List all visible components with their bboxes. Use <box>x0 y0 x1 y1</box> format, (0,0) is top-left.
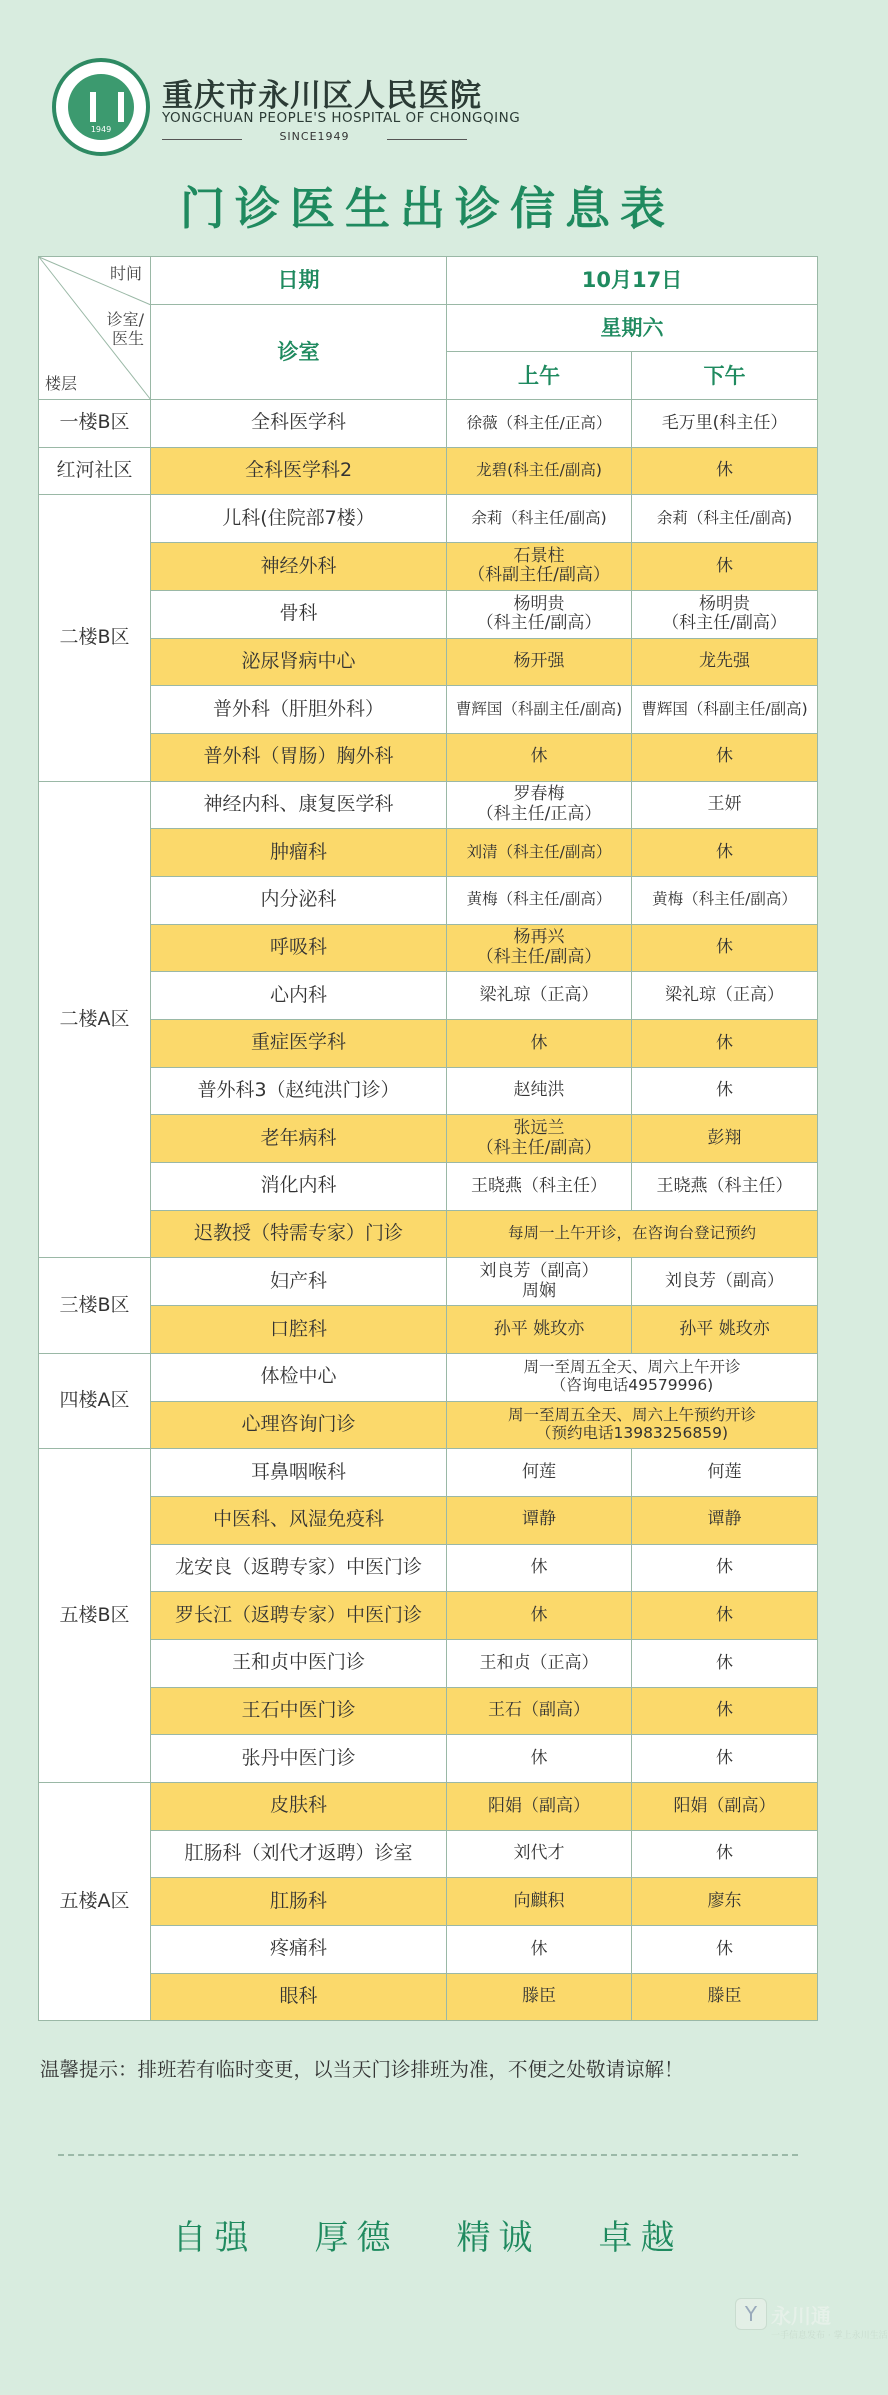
afternoon-label: 下午 <box>632 352 818 400</box>
afternoon-doctor-cell: 何莲 <box>632 1449 818 1497</box>
dept-cell: 重症医学科 <box>151 1020 447 1068</box>
afternoon-doctor-cell: 王晓燕（科主任） <box>632 1163 818 1211</box>
dept-cell: 全科医学科 <box>151 400 447 448</box>
table-row <box>39 1115 818 1163</box>
table-row <box>39 1163 818 1211</box>
dept-cell: 泌尿肾病中心 <box>151 638 447 686</box>
morning-doctor-cell: 谭静 <box>447 1496 632 1544</box>
morning-doctor-cell: 杨再兴 （科主任/副高） <box>447 924 632 972</box>
afternoon-doctor-cell: 王妍 <box>632 781 818 829</box>
dept-cell: 中医科、风湿免疫科 <box>151 1496 447 1544</box>
afternoon-doctor-cell: 休 <box>632 1020 818 1068</box>
schedule-note-cell: 周一至周五全天、周六上午开诊 （咨询电话49579996) <box>447 1353 818 1401</box>
morning-doctor-cell: 赵纯洪 <box>447 1067 632 1115</box>
header <box>0 0 855 180</box>
table-row <box>39 1210 818 1258</box>
dept-cell: 肛肠科 <box>151 1878 447 1926</box>
hospital-logo <box>52 58 150 156</box>
afternoon-doctor-cell: 杨明贵 （科主任/副高） <box>632 590 818 638</box>
hospital-name-en: YONGCHUAN PEOPLE'S HOSPITAL OF CHONGQING <box>162 110 521 126</box>
corner-time-label: 时间 <box>109 264 142 283</box>
dept-cell: 心理咨询门诊 <box>151 1401 447 1449</box>
afternoon-doctor-cell: 休 <box>632 1830 818 1878</box>
table-row <box>39 1401 818 1449</box>
motto <box>0 2210 855 2259</box>
table-row <box>39 1258 818 1306</box>
dept-cell: 皮肤科 <box>151 1783 447 1831</box>
morning-doctor-cell: 休 <box>447 1020 632 1068</box>
afternoon-doctor-cell: 休 <box>632 447 818 495</box>
afternoon-doctor-cell: 梁礼琼（正高） <box>632 972 818 1020</box>
afternoon-doctor-cell: 休 <box>632 829 818 877</box>
watermark-sub: 一手信息发布 · 掌上永川生活 <box>771 2331 888 2341</box>
dept-cell: 普外科（胃肠）胸外科 <box>151 733 447 781</box>
watermark-icon: Y <box>735 2298 767 2330</box>
motto-word: 自强 <box>172 2218 257 2258</box>
table-row <box>39 972 818 1020</box>
dept-cell: 妇产科 <box>151 1258 447 1306</box>
table-row <box>39 495 818 543</box>
dept-cell: 内分泌科 <box>151 876 447 924</box>
morning-doctor-cell: 曹辉国（科副主任/副高) <box>447 686 632 734</box>
dept-cell: 心内科 <box>151 972 447 1020</box>
afternoon-doctor-cell: 休 <box>632 924 818 972</box>
morning-doctor-cell: 向麒积 <box>447 1878 632 1926</box>
floor-cell: 四楼A区 <box>39 1353 151 1448</box>
afternoon-doctor-cell: 孙平 姚玫亦 <box>632 1306 818 1354</box>
corner-room-label: 诊室/ 医生 <box>106 310 144 349</box>
table-row <box>39 924 818 972</box>
floor-cell: 二楼B区 <box>39 495 151 781</box>
motto-word: 卓越 <box>598 2218 683 2258</box>
floor-cell: 二楼A区 <box>39 781 151 1258</box>
table-row <box>39 1830 818 1878</box>
morning-doctor-cell: 阳娟（副高） <box>447 1783 632 1831</box>
dept-cell: 普外科（肝胆外科） <box>151 686 447 734</box>
morning-doctor-cell: 休 <box>447 1735 632 1783</box>
afternoon-doctor-cell: 休 <box>632 1735 818 1783</box>
afternoon-doctor-cell: 曹辉国（科副主任/副高) <box>632 686 818 734</box>
dept-cell: 消化内科 <box>151 1163 447 1211</box>
corner-floor-label: 楼层 <box>45 373 78 393</box>
dept-cell: 体检中心 <box>151 1353 447 1401</box>
table-row <box>39 1020 818 1068</box>
afternoon-doctor-cell: 滕臣 <box>632 1973 818 2021</box>
logo-year: 1949 <box>90 125 112 134</box>
table-row <box>39 781 818 829</box>
dashed-divider <box>58 2154 798 2156</box>
dept-cell: 肿瘤科 <box>151 829 447 877</box>
dept-cell: 全科医学科2 <box>151 447 447 495</box>
dept-cell: 肛肠科（刘代才返聘）诊室 <box>151 1830 447 1878</box>
floor-cell: 三楼B区 <box>39 1258 151 1353</box>
dept-cell: 眼科 <box>151 1973 447 2021</box>
weekday-label: 星期六 <box>447 304 818 352</box>
morning-doctor-cell: 张远兰 （科主任/副高） <box>447 1115 632 1163</box>
table-row <box>39 447 818 495</box>
table-row <box>39 1687 818 1735</box>
table-row <box>39 1973 818 2021</box>
dept-cell: 耳鼻咽喉科 <box>151 1449 447 1497</box>
morning-doctor-cell: 王晓燕（科主任） <box>447 1163 632 1211</box>
afternoon-doctor-cell: 彭翔 <box>632 1115 818 1163</box>
table-row <box>39 1878 818 1926</box>
dept-cell: 龙安良（返聘专家）中医门诊 <box>151 1544 447 1592</box>
table-corner <box>39 257 151 400</box>
morning-label: 上午 <box>447 352 632 400</box>
table-row <box>39 1496 818 1544</box>
motto-word: 精诚 <box>456 2218 541 2258</box>
afternoon-doctor-cell: 刘良芳（副高） <box>632 1258 818 1306</box>
morning-doctor-cell: 龙碧(科主任/副高) <box>447 447 632 495</box>
schedule-table <box>38 256 818 2021</box>
morning-doctor-cell: 休 <box>447 733 632 781</box>
dept-cell: 骨科 <box>151 590 447 638</box>
afternoon-doctor-cell: 龙先强 <box>632 638 818 686</box>
morning-doctor-cell: 石景柱 （科副主任/副高） <box>447 543 632 591</box>
morning-doctor-cell: 滕臣 <box>447 1973 632 2021</box>
morning-doctor-cell: 休 <box>447 1544 632 1592</box>
floor-cell: 红河社区 <box>39 447 151 495</box>
afternoon-doctor-cell: 毛万里(科主任） <box>632 400 818 448</box>
dept-cell: 呼吸科 <box>151 924 447 972</box>
floor-cell: 一楼B区 <box>39 400 151 448</box>
table-row <box>39 829 818 877</box>
schedule-note-cell: 每周一上午开诊，在咨询台登记预约 <box>447 1210 818 1258</box>
table-row <box>39 1067 818 1115</box>
table-row <box>39 1449 818 1497</box>
dept-cell: 神经内科、康复医学科 <box>151 781 447 829</box>
dept-cell: 儿科(住院部7楼） <box>151 495 447 543</box>
schedule-note-cell: 周一至周五全天、周六上午预约开诊 （预约电话13983256859) <box>447 1401 818 1449</box>
table-row <box>39 543 818 591</box>
morning-doctor-cell: 余莉（科主任/副高) <box>447 495 632 543</box>
dept-cell: 张丹中医门诊 <box>151 1735 447 1783</box>
dept-cell: 口腔科 <box>151 1306 447 1354</box>
afternoon-doctor-cell: 阳娟（副高） <box>632 1783 818 1831</box>
dept-cell: 普外科3（赵纯洪门诊） <box>151 1067 447 1115</box>
table-row <box>39 1735 818 1783</box>
notice-tip: 温馨提示：排班若有临时变更，以当天门诊排班为准，不便之处敬请谅解！ <box>40 2058 684 2081</box>
morning-doctor-cell: 休 <box>447 1592 632 1640</box>
afternoon-doctor-cell: 谭静 <box>632 1496 818 1544</box>
table-row <box>39 1926 818 1974</box>
table-row <box>39 733 818 781</box>
since-text: SINCE1949 <box>279 130 350 143</box>
afternoon-doctor-cell: 休 <box>632 1926 818 1974</box>
dept-cell: 王和贞中医门诊 <box>151 1639 447 1687</box>
afternoon-doctor-cell: 休 <box>632 1592 818 1640</box>
morning-doctor-cell: 孙平 姚玫亦 <box>447 1306 632 1354</box>
morning-doctor-cell: 刘清（科主任/副高） <box>447 829 632 877</box>
morning-doctor-cell: 梁礼琼（正高） <box>447 972 632 1020</box>
afternoon-doctor-cell: 黄梅（科主任/副高） <box>632 876 818 924</box>
morning-doctor-cell: 休 <box>447 1926 632 1974</box>
afternoon-doctor-cell: 休 <box>632 733 818 781</box>
morning-doctor-cell: 罗春梅 （科主任/正高） <box>447 781 632 829</box>
date-value: 10月17日 <box>447 257 818 305</box>
morning-doctor-cell: 刘良芳（副高） 周娴 <box>447 1258 632 1306</box>
since-line <box>162 130 467 150</box>
table-row <box>39 686 818 734</box>
table-row <box>39 1783 818 1831</box>
table-row <box>39 1353 818 1401</box>
afternoon-doctor-cell: 余莉（科主任/副高) <box>632 495 818 543</box>
dept-cell: 迟教授（特需专家）门诊 <box>151 1210 447 1258</box>
table-row <box>39 1544 818 1592</box>
morning-doctor-cell: 王石（副高） <box>447 1687 632 1735</box>
table-row <box>39 876 818 924</box>
dept-cell: 罗长江（返聘专家）中医门诊 <box>151 1592 447 1640</box>
table-row <box>39 590 818 638</box>
afternoon-doctor-cell: 廖东 <box>632 1878 818 1926</box>
morning-doctor-cell: 杨明贵 （科主任/副高） <box>447 590 632 638</box>
morning-doctor-cell: 徐薇（科主任/正高） <box>447 400 632 448</box>
morning-doctor-cell: 何莲 <box>447 1449 632 1497</box>
afternoon-doctor-cell: 休 <box>632 1639 818 1687</box>
morning-doctor-cell: 王和贞（正高） <box>447 1639 632 1687</box>
page-title: 门诊医生出诊信息表 <box>179 182 675 235</box>
watermark-text: 永川通 <box>771 2304 831 2328</box>
afternoon-doctor-cell: 休 <box>632 1544 818 1592</box>
dept-cell: 神经外科 <box>151 543 447 591</box>
afternoon-doctor-cell: 休 <box>632 1687 818 1735</box>
dept-cell: 老年病科 <box>151 1115 447 1163</box>
afternoon-doctor-cell: 休 <box>632 543 818 591</box>
table-row <box>39 638 818 686</box>
watermark <box>735 2298 888 2348</box>
morning-doctor-cell: 黄梅（科主任/副高） <box>447 876 632 924</box>
floor-cell: 五楼A区 <box>39 1783 151 2021</box>
dept-cell: 王石中医门诊 <box>151 1687 447 1735</box>
room-label: 诊室 <box>151 304 447 399</box>
morning-doctor-cell: 刘代才 <box>447 1830 632 1878</box>
table-row <box>39 1592 818 1640</box>
table-row <box>39 400 818 448</box>
floor-cell: 五楼B区 <box>39 1449 151 1783</box>
table-row <box>39 1306 818 1354</box>
motto-word: 厚德 <box>314 2218 399 2258</box>
hospital-name-cn: 重庆市永川区人民医院 <box>162 78 482 114</box>
date-label: 日期 <box>151 257 447 305</box>
morning-doctor-cell: 杨开强 <box>447 638 632 686</box>
dept-cell: 疼痛科 <box>151 1926 447 1974</box>
table-row <box>39 1639 818 1687</box>
afternoon-doctor-cell: 休 <box>632 1067 818 1115</box>
